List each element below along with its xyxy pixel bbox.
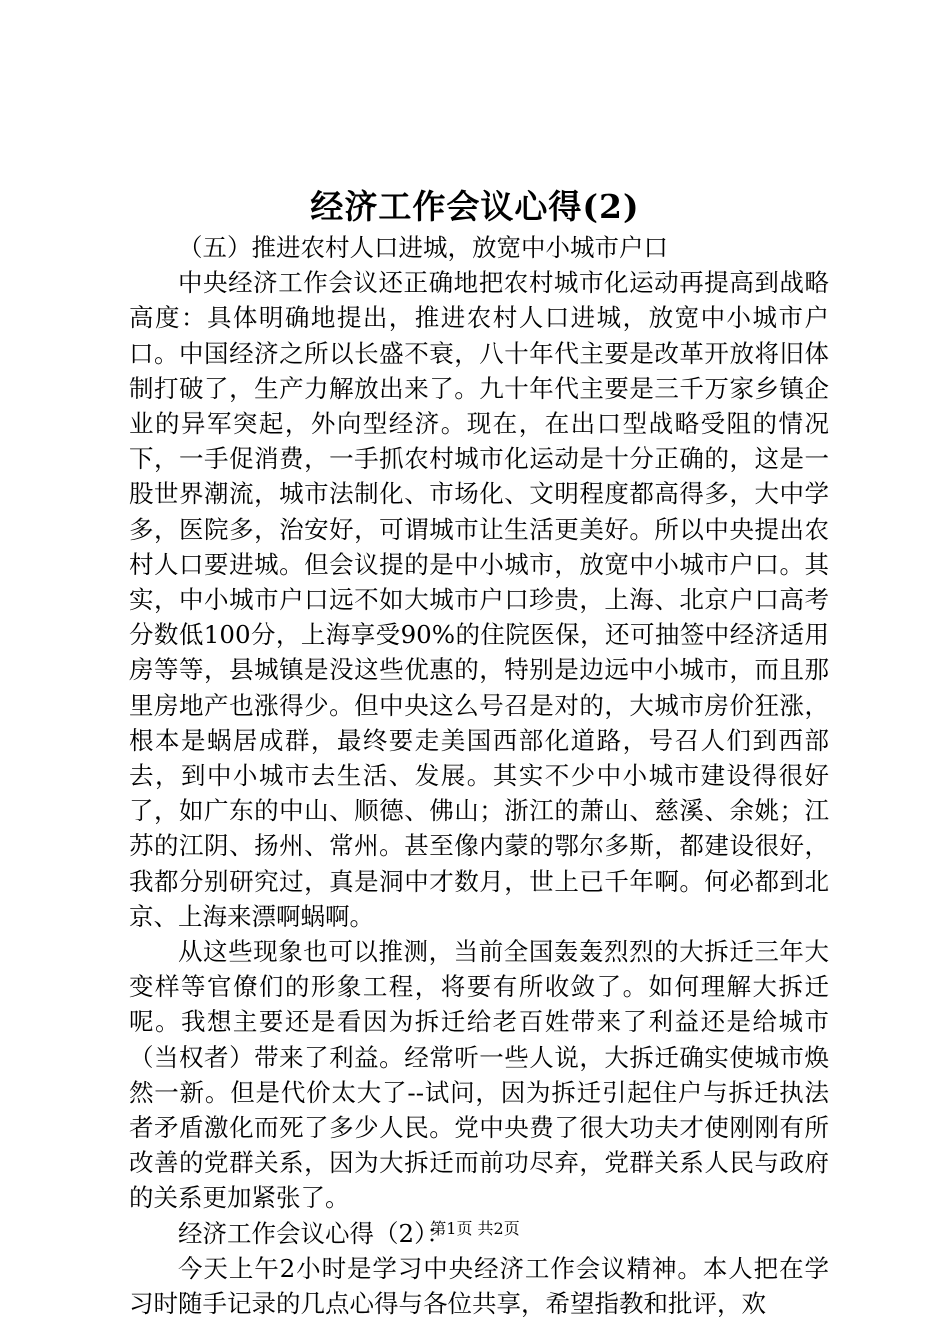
body-paragraph: 从这些现象也可以推测，当前全国轰轰烈烈的大拆迁三年大变样等官僚们的形象工程，将要有所收敛了。如何理解大拆迁呢。我想主要还是看因为拆迁给老百姓带来了利益还是给城市（当权者）带来了利益。经常听一些人说，大拆迁确实使城市焕然一新。但是代价太大了--试问，因为拆迁引起住户与拆迁执法者矛盾激化而死了多少人民。党中央费了很大功夫才使刚刚有所改善的党群关系，因为大拆迁而前功尽弃，党群关系人民与政府的关系更加紧张了。 xyxy=(129,937,829,1213)
section-heading: （五）推进农村人口进城，放宽中小城市户口 xyxy=(178,233,668,262)
document-title: 经济工作会议心得(2) xyxy=(310,187,640,226)
document-body xyxy=(129,230,829,1321)
section-heading: 经济工作会议心得（2）： xyxy=(178,1218,451,1248)
body-paragraph: 今天上午2小时是学习中央经济工作会议精神。本人把在学习时随手记录的几点心得与各位共享，希望指教和批评，欢 xyxy=(129,1253,829,1319)
body-paragraph: 中央经济工作会议还正确地把农村城市化运动再提高到战略高度：具体明确地提出，推进农村人口进城，放宽中小城市户口。中国经济之所以长盛不衰，八十年代主要是改革开放将旧体制打破了，生产力解放出来了。九十年代主要是三千万家乡镇企业的异军突起，外向型经济。现在，在出口型战略受阻的情况下，一手促消费，一手抓农村城市化运动是十分正确的，这是一股世界潮流，城市法制化、市场化、文明程度都高得多，大中学多，医院多，治安好，可谓城市让生活更美好。所以中央提出农村人口要进城。但会议提的是中小城市，放宽中小城市户口。其实，中小城市户口远不如大城市户口珍贵，上海、北京户口高考分数低100分，上海享受90%的住院医保，还可抽签中经济适用房等等，县城镇是没这些优惠的，特别是边远中小城市，而且那里房地产也涨得少。但中央这么号召是对的，大城市房价狂涨，根本是蜗居成群，最终要走美国西部化道路，号召人们到西部去，到中小城市去生活、发展。其实不少中小城市建设得很好了，如广东的中山、顺德、佛山；浙江的萧山、慈溪、余姚；江苏的江阴、扬州、常州。甚至像内蒙的鄂尔多斯，都建设很好，我都分别研究过，真是洞中才数月，世上已千年啊。何必都到北京、上海来漂啊蜗啊。 xyxy=(129,268,829,931)
page-footer: 第1页 共2页 xyxy=(430,1219,520,1238)
